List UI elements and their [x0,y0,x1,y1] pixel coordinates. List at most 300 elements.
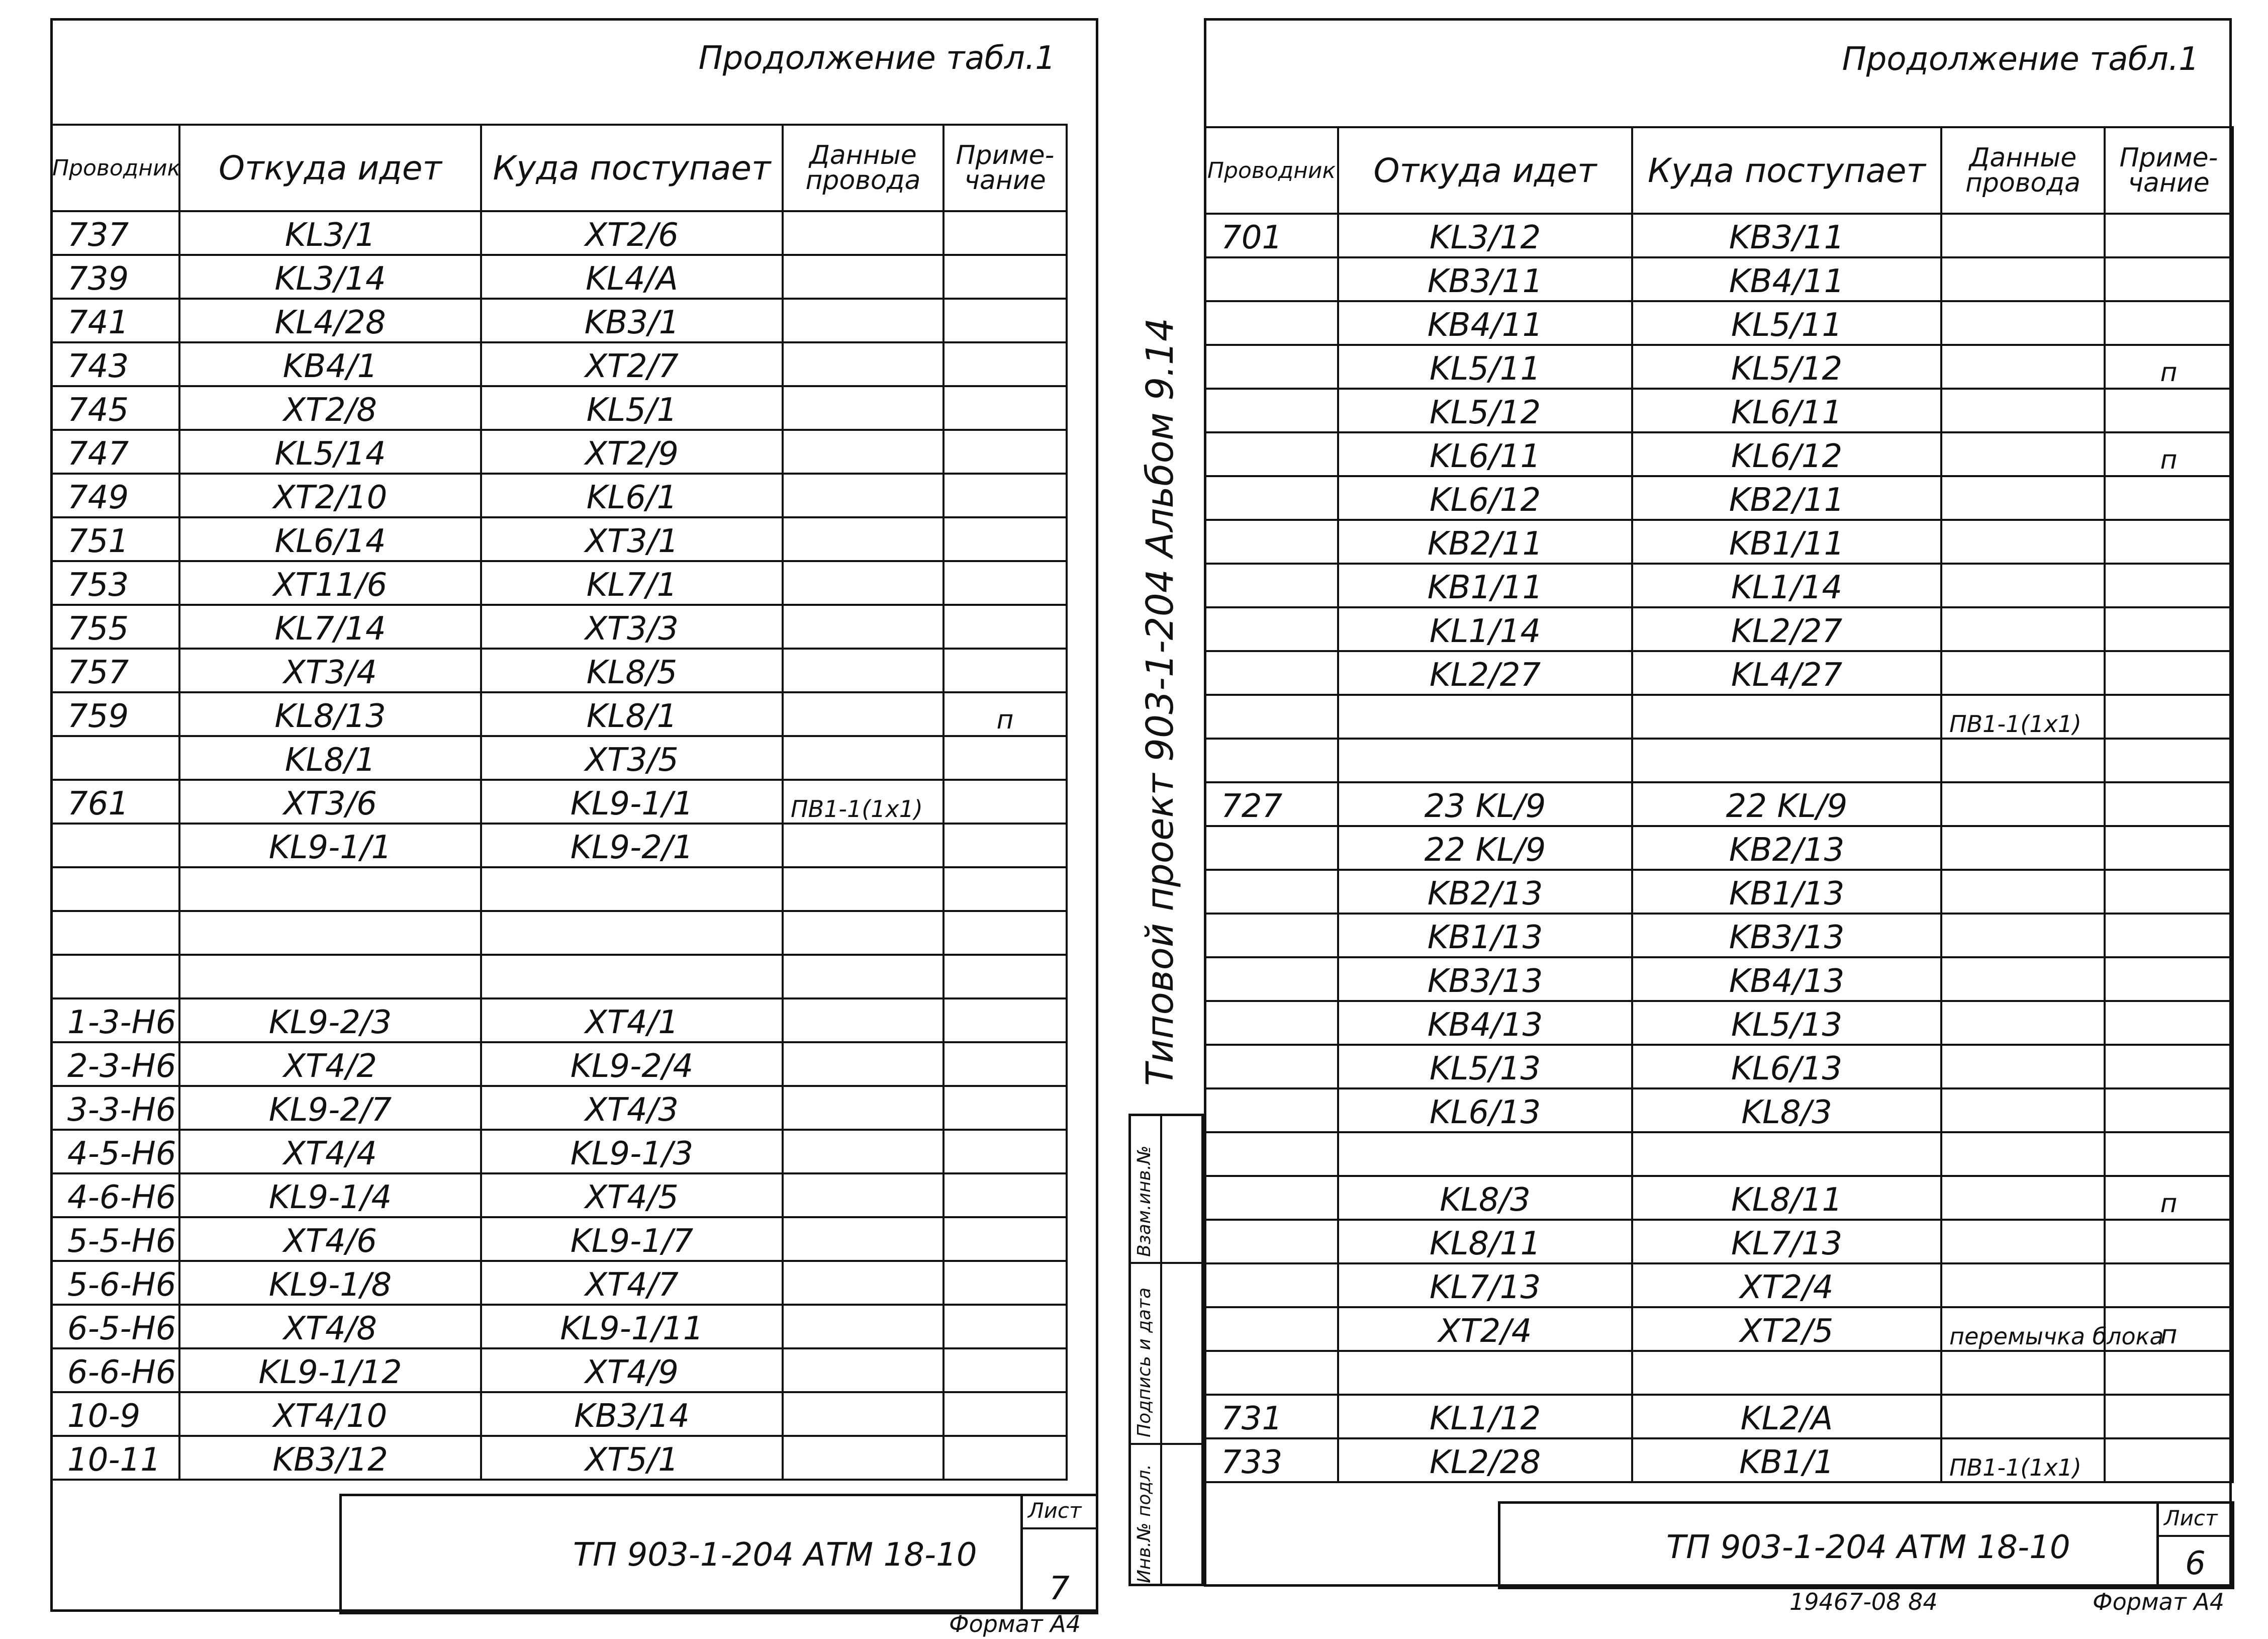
cell-wire-data [1941,957,2105,1001]
cell-conductor [1205,1176,1338,1220]
right-format-label: Формат А4 [2093,1588,2224,1615]
side-cell-signature-label: Подпись и дата [1134,1287,1155,1437]
cell-from: KL2/28 [1338,1438,1632,1482]
cell-from [1338,1132,1632,1176]
cell-from: KL9-2/3 [179,998,481,1042]
cell-conductor: 6-6-Н6 [51,1348,179,1392]
cell-to: KB4/11 [1632,257,1941,301]
cell-note [943,474,1067,517]
cell-wire-data [783,1261,943,1305]
cell-wire-data [1941,870,2105,914]
cell-to: KB3/13 [1632,914,1941,957]
cell-note [943,1392,1067,1436]
cell-conductor: 743 [51,342,179,386]
table-row [51,1042,1067,1086]
cell-note [2105,1001,2233,1045]
cell-from: KB4/1 [179,342,481,386]
col-to: Куда поступает [481,125,783,211]
cell-wire-data [783,430,943,474]
cell-wire-data [783,736,943,780]
cell-from: XT2/4 [1338,1307,1632,1351]
cell-wire-data [783,867,943,911]
cell-from: KL3/14 [179,255,481,299]
cell-conductor [1205,1220,1338,1263]
table-row [1205,826,2233,870]
cell-to: XT4/3 [481,1086,783,1130]
cell-wire-data [1941,1001,2105,1045]
cell-note [943,1305,1067,1348]
table-row [51,1392,1067,1436]
cell-wire-data [1941,1132,2105,1176]
cell-note [2105,782,2233,826]
cell-conductor: 731 [1205,1395,1338,1438]
table-row [51,1305,1067,1348]
cell-to: KL5/13 [1632,1001,1941,1045]
table-row [1205,782,2233,826]
cell-from [1338,739,1632,782]
cell-wire-data [783,1086,943,1130]
cell-conductor: 741 [51,299,179,342]
cell-from: KL5/12 [1338,389,1632,432]
table-row [51,911,1067,955]
cell-wire-data [1941,301,2105,345]
cell-conductor: 2-3-Н6 [51,1042,179,1086]
cell-from: KL5/13 [1338,1045,1632,1088]
cell-to: XT2/9 [481,430,783,474]
left-title-block [339,1494,1098,1614]
cell-conductor: 755 [51,605,179,649]
cell-from: KL1/12 [1338,1395,1632,1438]
cell-wire-data: ПВ1-1(1x1) [1941,695,2105,739]
cell-from: KL8/11 [1338,1220,1632,1263]
cell-to: KL1/14 [1632,564,1941,607]
cell-to: KB3/11 [1632,214,1941,257]
cell-to: KB4/13 [1632,957,1941,1001]
cell-wire-data [1941,432,2105,476]
cell-wire-data [1941,1045,2105,1088]
cell-to: KL9-1/7 [481,1217,783,1261]
cell-wire-data [1941,1351,2105,1395]
cell-from: KB1/11 [1338,564,1632,607]
cell-wire-data [1941,1263,2105,1307]
cell-conductor [1205,345,1338,389]
cell-conductor: 5-5-Н6 [51,1217,179,1261]
cell-from: KL9-1/1 [179,824,481,867]
cell-wire-data [783,561,943,605]
cell-from: XT4/2 [179,1042,481,1086]
cell-conductor: 759 [51,692,179,736]
cell-note [943,1217,1067,1261]
cell-conductor [51,736,179,780]
table-row [51,255,1067,299]
cell-to: XT3/3 [481,605,783,649]
table-row [51,824,1067,867]
cell-wire-data [783,1042,943,1086]
cell-from: XT3/6 [179,780,481,824]
cell-conductor: 749 [51,474,179,517]
cell-conductor: 737 [51,211,179,255]
cell-note [943,517,1067,561]
table-row [51,867,1067,911]
left-sheet-number: 7 [1049,1570,1070,1607]
cell-conductor [51,955,179,998]
cell-note [2105,607,2233,651]
cell-note [2105,695,2233,739]
col-wire-data: Данные провода [783,125,943,211]
table-row [1205,520,2233,564]
cell-wire-data [783,1173,943,1217]
cell-note [943,1130,1067,1173]
cell-note [943,824,1067,867]
table-row [1205,345,2233,389]
cell-from: XT3/4 [179,649,481,692]
cell-from: KL9-1/12 [179,1348,481,1392]
left-format-label: Формат А4 [949,1610,1081,1637]
table-row [1205,301,2233,345]
cell-note [2105,914,2233,957]
table-row [1205,1307,2233,1351]
table-row [1205,1045,2233,1088]
cell-conductor [1205,651,1338,695]
cell-note [943,561,1067,605]
cell-wire-data [783,342,943,386]
cell-wire-data [1941,739,2105,782]
table-row [51,342,1067,386]
cell-note [2105,1438,2233,1482]
cell-conductor [1205,520,1338,564]
cell-note [2105,651,2233,695]
cell-conductor [1205,1351,1338,1395]
col-conductor: Проводник [1205,127,1338,214]
cell-note [2105,826,2233,870]
cell-conductor: 4-6-Н6 [51,1173,179,1217]
cell-conductor: 745 [51,386,179,430]
col-wire-data: Данные провода [1941,127,2105,214]
cell-conductor: 4-5-Н6 [51,1130,179,1173]
cell-wire-data [1941,914,2105,957]
cell-wire-data [783,299,943,342]
cell-conductor [1205,870,1338,914]
cell-note [943,211,1067,255]
cell-note [2105,739,2233,782]
cell-to [481,911,783,955]
cell-to: KL8/1 [481,692,783,736]
cell-note [943,605,1067,649]
cell-note [943,1173,1067,1217]
cell-to: XT5/1 [481,1436,783,1480]
cell-from: KL2/27 [1338,651,1632,695]
table-row [1205,1438,2233,1482]
cell-note: п [2105,1307,2233,1351]
cell-wire-data [1941,389,2105,432]
table-row [1205,1176,2233,1220]
cell-to: 22 KL/9 [1632,782,1941,826]
cell-note [2105,389,2233,432]
table-row [1205,739,2233,782]
table-row [51,474,1067,517]
cell-wire-data [783,605,943,649]
col-from: Откуда идет [1338,127,1632,214]
cell-from: KL9-2/7 [179,1086,481,1130]
table-row [1205,1395,2233,1438]
cell-conductor [51,867,179,911]
cell-wire-data [1941,1088,2105,1132]
cell-from: 23 KL/9 [1338,782,1632,826]
cell-note: п [2105,432,2233,476]
left-sheet [50,18,1098,1637]
cell-to [1632,739,1941,782]
left-sheet-separator [1023,1527,1096,1529]
col-from: Откуда идет [179,125,481,211]
cell-wire-data [783,649,943,692]
cell-to: KL4/27 [1632,651,1941,695]
cell-wire-data [783,1348,943,1392]
cell-note [2105,564,2233,607]
cell-to: XT2/7 [481,342,783,386]
table-row [1205,257,2233,301]
cell-from: KL6/13 [1338,1088,1632,1132]
right-sheet-number: 6 [2185,1545,2206,1582]
cell-from: XT2/10 [179,474,481,517]
cell-note [943,1086,1067,1130]
cell-wire-data [783,1436,943,1480]
cell-conductor [1205,914,1338,957]
cell-from: KB4/13 [1338,1001,1632,1045]
cell-to: KL9-1/1 [481,780,783,824]
table-row [1205,1001,2233,1045]
cell-to: XT4/9 [481,1348,783,1392]
cell-from: XT11/6 [179,561,481,605]
cell-conductor [51,911,179,955]
cell-note [2105,870,2233,914]
cell-from: KB3/11 [1338,257,1632,301]
table-row [1205,476,2233,520]
cell-conductor [1205,695,1338,739]
cell-conductor [1205,739,1338,782]
cell-to: KL5/12 [1632,345,1941,389]
cell-conductor [1205,826,1338,870]
cell-to: KL7/1 [481,561,783,605]
table-row [51,1130,1067,1173]
col-to: Куда поступает [1632,127,1941,214]
cell-to: KB3/1 [481,299,783,342]
cell-to [481,955,783,998]
cell-to [481,867,783,911]
table-row [1205,957,2233,1001]
cell-note [943,998,1067,1042]
cell-conductor [1205,564,1338,607]
cell-from: KL7/14 [179,605,481,649]
cell-to: KL9-1/3 [481,1130,783,1173]
cell-conductor: 751 [51,517,179,561]
cell-conductor [1205,1045,1338,1088]
table-row [1205,1220,2233,1263]
table-row [1205,214,2233,257]
right-sheet [1204,18,2232,1615]
left-wiring-table [50,124,1068,1481]
right-document-code: ТП 903-1-204 АТМ 18-10 [1666,1529,2070,1566]
cell-conductor [1205,957,1338,1001]
left-sheet-label: Лист [1028,1498,1082,1523]
cell-note [2105,957,2233,1001]
cell-note [2105,1395,2233,1438]
cell-wire-data [783,386,943,430]
cell-wire-data [783,955,943,998]
cell-to: KL5/11 [1632,301,1941,345]
cell-note [2105,1263,2233,1307]
cell-conductor [1205,301,1338,345]
cell-note [943,386,1067,430]
table-row [1205,651,2233,695]
cell-from: KL3/12 [1338,214,1632,257]
side-stamp-box [1128,1114,1204,1586]
right-title-block [1498,1501,2234,1589]
table-row [51,430,1067,474]
cell-wire-data [783,211,943,255]
cell-conductor: 753 [51,561,179,605]
table-row [51,1217,1067,1261]
cell-conductor [1205,389,1338,432]
cell-note [943,430,1067,474]
table-row [51,692,1067,736]
cell-conductor [1205,1132,1338,1176]
cell-from: KB3/12 [179,1436,481,1480]
cell-note [2105,1132,2233,1176]
cell-note [2105,301,2233,345]
cell-wire-data [783,517,943,561]
cell-note [943,911,1067,955]
cell-note: п [943,692,1067,736]
cell-from [179,911,481,955]
cell-wire-data: ПВ1-1(1x1) [783,780,943,824]
cell-to: KL6/11 [1632,389,1941,432]
cell-from: KL8/1 [179,736,481,780]
side-cell-signature [1131,1262,1201,1445]
cell-conductor: 739 [51,255,179,299]
cell-note [943,299,1067,342]
right-wiring-table [1204,126,2234,1483]
cell-conductor: 733 [1205,1438,1338,1482]
cell-conductor: 5-6-Н6 [51,1261,179,1305]
cell-from [1338,695,1632,739]
cell-to [1632,1132,1941,1176]
cell-to: KL4/A [481,255,783,299]
cell-from [1338,1351,1632,1395]
cell-from: KL1/14 [1338,607,1632,651]
cell-note [943,955,1067,998]
cell-wire-data [1941,1395,2105,1438]
cell-conductor: 1-3-Н6 [51,998,179,1042]
cell-to: XT3/5 [481,736,783,780]
cell-wire-data [783,1217,943,1261]
cell-to [1632,1351,1941,1395]
cell-to: KL7/13 [1632,1220,1941,1263]
cell-to: XT3/1 [481,517,783,561]
cell-note [943,649,1067,692]
cell-from: KL8/13 [179,692,481,736]
right-sheet-separator [2159,1535,2232,1537]
right-table-header [1205,127,2233,214]
table-row [51,780,1067,824]
table-row [51,649,1067,692]
cell-note [2105,476,2233,520]
side-project-title: Типовой проект 903-1-204 Альбом 9.14 [1139,318,1182,1086]
cell-to: KL9-2/1 [481,824,783,867]
cell-from: XT4/6 [179,1217,481,1261]
cell-from: KL3/1 [179,211,481,255]
cell-conductor [1205,432,1338,476]
cell-wire-data [1941,1220,2105,1263]
cell-from: 22 KL/9 [1338,826,1632,870]
cell-note [2105,1220,2233,1263]
cell-note [2105,1351,2233,1395]
table-row [51,1436,1067,1480]
cell-to: KL2/A [1632,1395,1941,1438]
cell-to: XT4/5 [481,1173,783,1217]
left-sheet-number-box [1020,1496,1096,1614]
cell-wire-data [1941,607,2105,651]
cell-conductor [51,824,179,867]
cell-note [943,1042,1067,1086]
cell-conductor [1205,257,1338,301]
cell-note [2105,257,2233,301]
cell-from: KB3/13 [1338,957,1632,1001]
cell-to: KB1/1 [1632,1438,1941,1482]
table-row [51,299,1067,342]
cell-to: KL8/11 [1632,1176,1941,1220]
right-sheet-label: Лист [2164,1506,2218,1530]
cell-from: XT4/10 [179,1392,481,1436]
cell-to: KB1/11 [1632,520,1941,564]
cell-to: KL8/3 [1632,1088,1941,1132]
cell-conductor [1205,1307,1338,1351]
col-conductor: Проводник [51,125,179,211]
cell-wire-data [1941,345,2105,389]
cell-to: KL6/13 [1632,1045,1941,1088]
cell-conductor: 727 [1205,782,1338,826]
side-cell-replacement-label: Взам.инв.№ [1134,1145,1155,1257]
cell-from: KL5/14 [179,430,481,474]
cell-conductor: 747 [51,430,179,474]
cell-wire-data [783,824,943,867]
cell-from: KL6/14 [179,517,481,561]
table-row [1205,1263,2233,1307]
cell-to: KB3/14 [481,1392,783,1436]
cell-to: KB2/11 [1632,476,1941,520]
cell-wire-data [1941,651,2105,695]
table-row [51,1261,1067,1305]
cell-note [943,255,1067,299]
cell-from: XT4/4 [179,1130,481,1173]
cell-wire-data [1941,257,2105,301]
cell-wire-data [1941,1176,2105,1220]
cell-note [943,780,1067,824]
table-row [1205,1132,2233,1176]
cell-conductor: 10-11 [51,1436,179,1480]
cell-wire-data [783,1130,943,1173]
right-sheet-number-box [2156,1504,2232,1589]
cell-from: XT4/8 [179,1305,481,1348]
table-row [1205,1351,2233,1395]
table-row [51,561,1067,605]
side-cell-inventory [1131,1443,1201,1588]
cell-from: KL6/12 [1338,476,1632,520]
left-continuation-title: Продолжение табл.1 [698,40,1056,77]
cell-to: XT4/1 [481,998,783,1042]
left-document-code: ТП 903-1-204 АТМ 18-10 [573,1536,977,1574]
table-row [1205,564,2233,607]
cell-note [943,1348,1067,1392]
